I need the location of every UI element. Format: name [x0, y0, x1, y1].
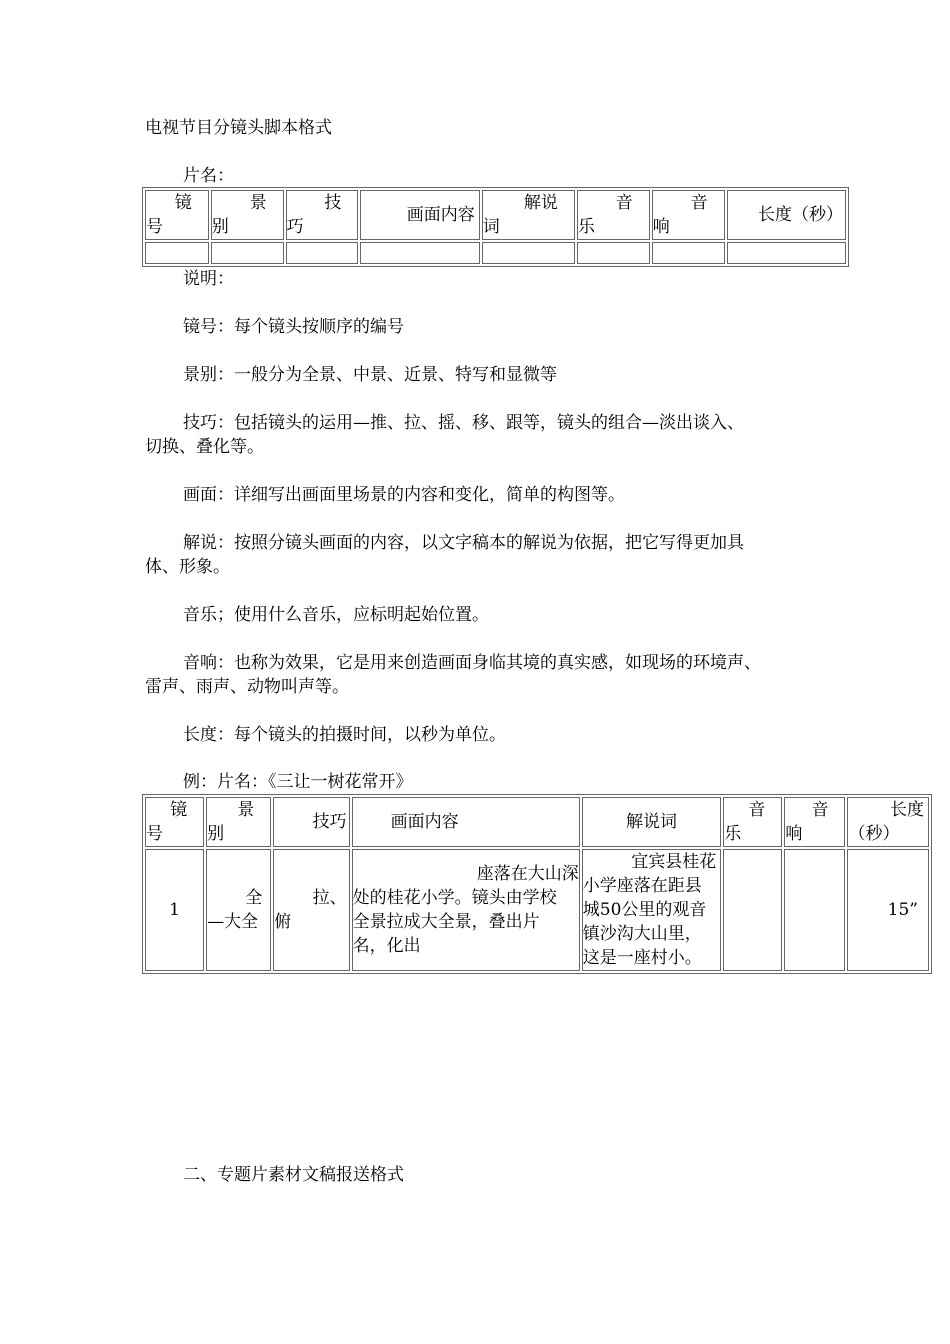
- header-shot-no: 镜 号: [145, 797, 204, 847]
- table-cell: [286, 242, 359, 264]
- cell-sound: [784, 849, 845, 971]
- note-sound-cont: 雷声、雨声、动物叫声等。: [145, 677, 349, 697]
- note-length: 长度：每个镜头的拍摄时间，以秒为单位。: [183, 725, 506, 745]
- header-length: 长度（秒）: [727, 190, 846, 240]
- note-music: 音乐；使用什么音乐，应标明起始位置。: [183, 605, 489, 625]
- note-narration-cont: 体、形象。: [145, 557, 230, 577]
- table-cell: [145, 242, 209, 264]
- notes-label: 说明：: [183, 269, 234, 289]
- header-sound: 音 响: [784, 797, 845, 847]
- cell-technique: 拉、 俯: [273, 849, 349, 971]
- note-technique-cont: 切换、叠化等。: [145, 437, 264, 457]
- cell-length: 15”: [847, 849, 929, 971]
- example-label: 例：片名：《三让一树花常开》: [183, 772, 413, 792]
- cell-shot-type: 全 —大全: [206, 849, 271, 971]
- header-narration: 解说 词: [482, 190, 575, 240]
- table-cell: [727, 242, 846, 264]
- header-length: 长度 （秒）: [847, 797, 929, 847]
- header-music: 音 乐: [723, 797, 782, 847]
- header-technique: 技 巧: [286, 190, 359, 240]
- header-picture-content: 画面内容: [360, 190, 479, 240]
- piece-name-label: 片名：: [183, 166, 234, 186]
- note-shot-no: 镜号：每个镜头按顺序的编号: [183, 317, 404, 337]
- note-narration: 解说：按照分镜头画面的内容，以文字稿本的解说为依据，把它写得更加具: [183, 533, 744, 553]
- header-picture-content: 画面内容: [352, 797, 580, 847]
- header-technique: 技巧: [273, 797, 349, 847]
- note-sound: 音响：也称为效果，它是用来创造画面身临其境的真实感，如现场的环境声、: [183, 653, 761, 673]
- cell-picture-content: 座落在大山深 处的桂花小学。镜头由学校 全景拉成大全景，叠出片 名，化出: [352, 849, 580, 971]
- table-cell: [652, 242, 725, 264]
- table-cell: [360, 242, 479, 264]
- section-heading: 二、专题片素材文稿报送格式: [183, 1165, 404, 1185]
- cell-narration: 宜宾县桂花 小学座落在距县 城50公里的观音 镇沙沟大山里， 这是一座村小。: [582, 849, 722, 971]
- cell-shot-no: 1: [145, 849, 204, 971]
- header-shot-type: 景 别: [206, 797, 271, 847]
- table-cell: [211, 242, 284, 264]
- storyboard-format-table: [142, 187, 849, 267]
- header-shot-type: 景 别: [211, 190, 284, 240]
- page-title: 电视节目分镜头脚本格式: [145, 118, 332, 138]
- example-storyboard-table: [142, 794, 932, 974]
- header-sound: 音 响: [652, 190, 725, 240]
- note-picture: 画面：详细写出画面里场景的内容和变化，简单的构图等。: [183, 485, 625, 505]
- header-music: 音 乐: [577, 190, 650, 240]
- header-shot-no: 镜 号: [145, 190, 209, 240]
- table-row: [145, 242, 846, 264]
- header-narration: 解说词: [582, 797, 722, 847]
- table-cell: [482, 242, 575, 264]
- table-row: [145, 849, 929, 971]
- table-header-row: [145, 797, 929, 847]
- note-technique: 技巧：包括镜头的运用—推、拉、摇、移、跟等，镜头的组合—淡出谈入、: [183, 413, 744, 433]
- note-shot-type: 景别：一般分为全景、中景、近景、特写和显微等: [183, 365, 557, 385]
- cell-music: [723, 849, 782, 971]
- table-header-row: [145, 190, 846, 240]
- table-cell: [577, 242, 650, 264]
